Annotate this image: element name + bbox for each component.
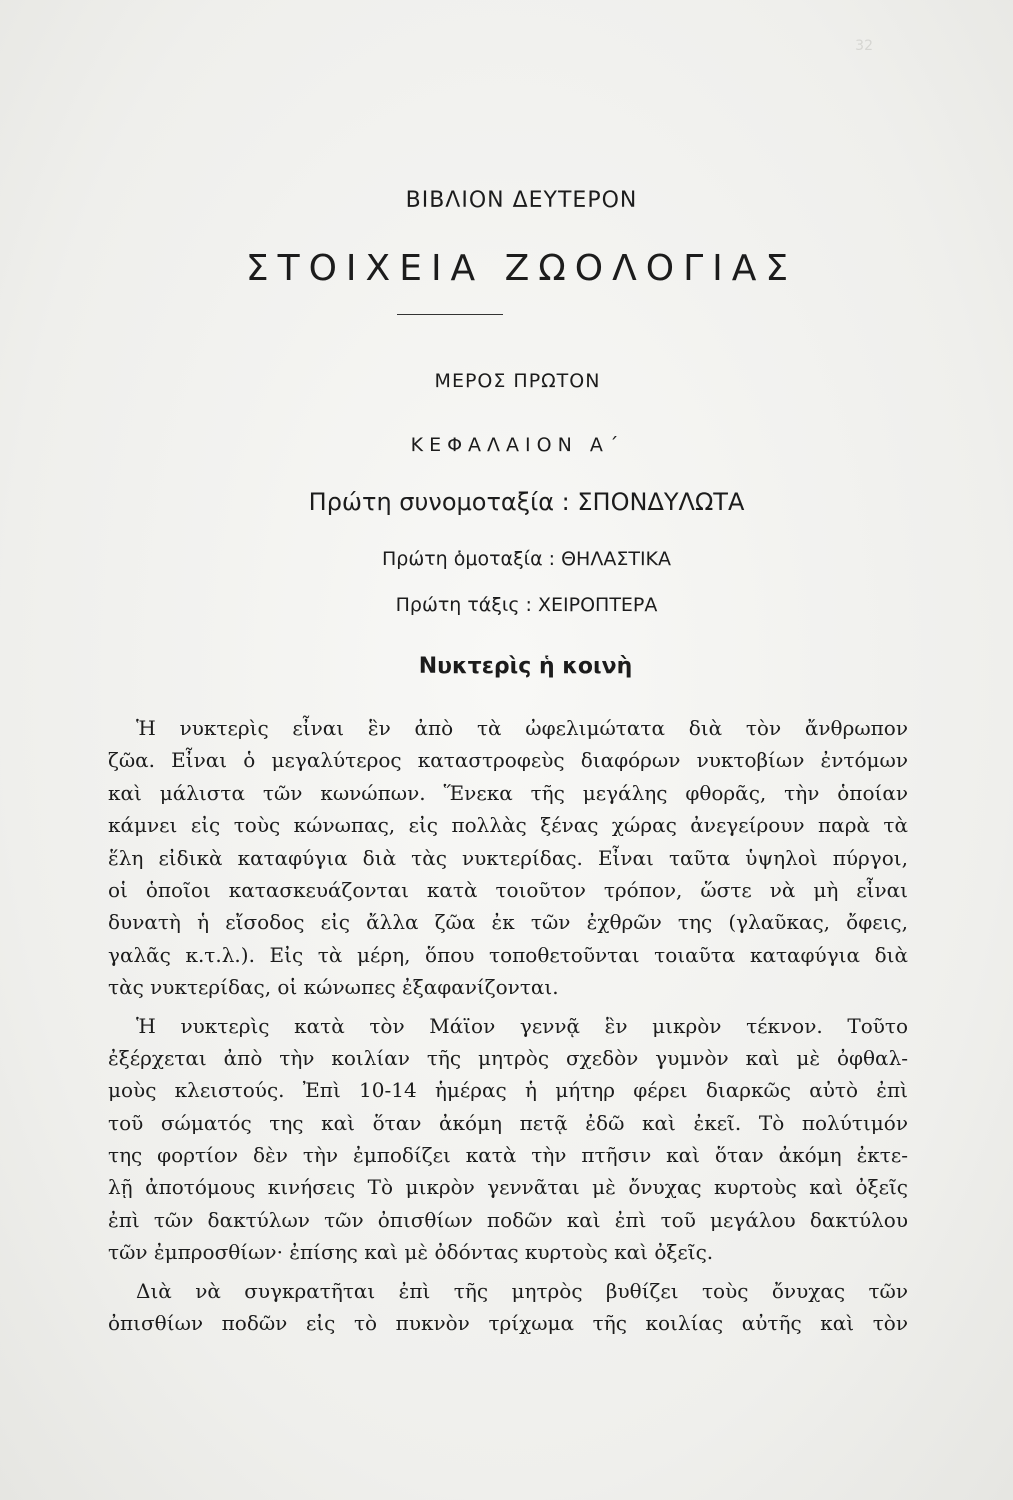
- order-heading: Πρώτη τάξις : ΧΕΙΡΟΠΤΕΡΑ: [395, 594, 658, 616]
- text-line: τοῦ σώματός της καὶ ὅταν ἀκόμη πετᾷ ἐδῶ καὶ ἐκεῖ. Τὸ πολύτιμόν: [108, 1110, 908, 1135]
- text-line: της φορτίον δὲν τὴν ἐμποδίζει κατὰ τὴν πτῆσιν καὶ ὅταν ἀκόμη ἐκτε-: [108, 1143, 908, 1168]
- text-line: Διὰ νὰ συγκρατῆται ἐπὶ τῆς μητρὸς βυθίζει τοὺς ὄνυχας τῶν: [136, 1278, 908, 1303]
- body-text: [108, 712, 908, 1339]
- phylum-heading: Πρώτη συνομοταξία : ΣΠΟΝΔΥΛΩΤΑ: [308, 488, 745, 516]
- text-line: ἕλη εἰδικὰ καταφύγια διὰ τὰς νυκτερίδας. Εἶναι ταῦτα ὑψηλοὶ πύργοι,: [108, 845, 908, 870]
- text-line: οἱ ὁποῖοι κατασκευάζονται κατὰ τοιοῦτον τρόπον, ὥστε νὰ μὴ εἶναι: [108, 877, 908, 902]
- text-line: ὀπισθίων ποδῶν εἰς τὸ πυκνὸν τρίχωμα τῆς κοιλίας αὐτῆς καὶ τὸν: [108, 1311, 908, 1336]
- book-heading: ΒΙΒΛΙΟΝ ΔΕΥΤΕΡΟΝ: [405, 188, 638, 213]
- text-line: ζῶα. Εἶναι ὁ μεγαλύτερος καταστροφεὺς διαφόρων νυκτοβίων ἐντόμων: [108, 748, 908, 773]
- text-line: τὰς νυκτερίδας, οἱ κώνωπες ἐξαφανίζονται.: [108, 975, 559, 1000]
- part-heading: ΜΕΡΟΣ ΠΡΩΤΟΝ: [434, 370, 601, 392]
- text-line: λῇ ἀποτόμους κινήσεις Τὸ μικρὸν γεννᾶται μὲ ὄνυχας κυρτοὺς καὶ ὀξεῖς: [108, 1175, 908, 1200]
- chapter-heading: ΚΕΦΑΛΑΙΟΝ Α΄: [410, 434, 625, 456]
- text-line: ἐξέρχεται ἀπὸ τὴν κοιλίαν τῆς μητρὸς σχεδὸν γυμνὸν καὶ μὲ ὀφθαλ-: [108, 1045, 908, 1070]
- text-line: ἐπὶ τῶν δακτύλων τῶν ὀπισθίων ποδῶν καὶ ἐπὶ τοῦ μεγάλου δακτύλου: [108, 1207, 908, 1232]
- title-divider: [397, 314, 503, 315]
- text-line: δυνατὴ ἡ εἴσοδος εἰς ἄλλα ζῶα ἐκ τῶν ἐχθρῶν της (γλαῦκας, ὄφεις,: [108, 910, 908, 935]
- text-line: Ἡ νυκτερὶς κατὰ τὸν Μάϊον γεννᾷ ἓν μικρὸν τέκνον. Τοῦτο: [136, 1013, 908, 1038]
- page-corner-mark: 32: [855, 38, 873, 54]
- text-line: γαλᾶς κ.τ.λ.). Εἰς τὰ μέρη, ὅπου τοποθετοῦνται τοιαῦτα καταφύγια διὰ: [108, 942, 908, 967]
- text-line: τῶν ἐμπροσθίων· ἐπίσης καὶ μὲ ὀδόντας κυρτοὺς καὶ ὀξεῖς.: [108, 1240, 714, 1265]
- text-line: καὶ μάλιστα τῶν κωνώπων. Ἕνεκα τῆς μεγάλης φθορᾶς, τὴν ὁποίαν: [108, 780, 908, 805]
- text-line: κάμνει εἰς τοὺς κώνωπας, εἰς πολλὰς ξένας χώρας ἀνεγείρουν παρὰ τὰ: [108, 813, 908, 838]
- class-heading: Πρώτη ὁμοταξία : ΘΗΛΑΣΤΙΚΑ: [381, 548, 672, 570]
- text-line: μοὺς κλειστούς. Ἐπὶ 10-14 ἡμέρας ἡ μήτηρ φέρει διαρκῶς αὐτὸ ἐπὶ: [108, 1078, 908, 1103]
- text-line: Ἡ νυκτερὶς εἶναι ἓν ἀπὸ τὰ ὠφελιμώτατα διὰ τὸν ἄνθρωπον: [136, 716, 908, 740]
- species-heading: Νυκτερὶς ἡ κοινὴ: [418, 654, 633, 679]
- main-title: ΣΤΟΙΧΕΙΑ ΖΩΟΛΟΓΙΑΣ: [245, 248, 798, 289]
